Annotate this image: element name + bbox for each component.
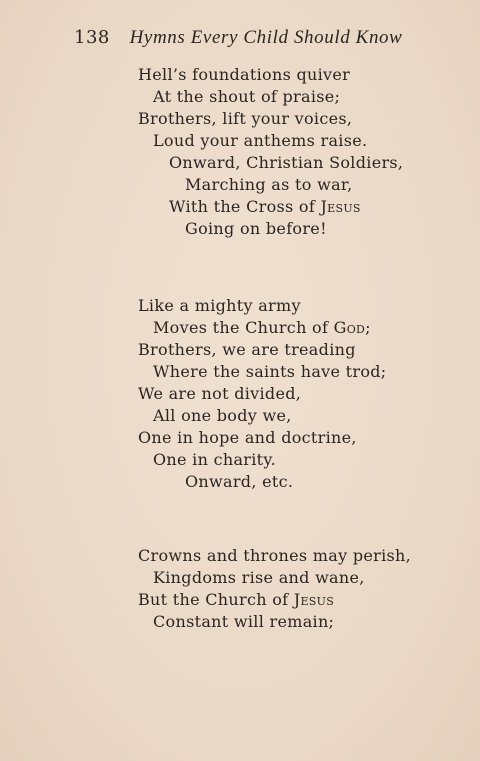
verse-line: One in charity. [153,450,276,469]
verse-line [0,317,480,339]
verse-line: Loud your anthems raise. [153,131,368,150]
stanza-1 [0,64,480,240]
stanza-3 [0,545,480,633]
verse-text: Moves the Church of [153,318,334,337]
small-caps-name: Jesus [320,197,361,216]
verse-text: With the Cross of [169,197,321,216]
stanza-2 [0,295,480,493]
verse-line: Onward, etc. [185,472,294,491]
small-caps-name: Jesus [293,590,335,609]
verse-line: All one body we, [153,406,292,425]
verse-line [0,589,480,611]
verse-line: Constant will remain; [153,612,335,631]
verse-line: Where the saints have trod; [153,362,387,381]
verse-line [0,196,480,218]
running-title: Hymns Every Child Should Know [129,27,403,48]
verse-line: One in hope and doctrine, [138,428,357,447]
verse-line: At the shout of praise; [153,87,341,106]
verse-line: We are not divided, [138,384,302,403]
verse-line: Going on before! [185,219,327,238]
verse-text: ; [365,318,371,337]
verse-line: Onward, Christian Soldiers, [169,153,404,172]
verse-line: Brothers, lift your voices, [138,109,353,128]
verse-line: Kingdoms rise and wane, [153,568,365,587]
verse-line: Like a mighty army [138,296,301,315]
page-number: 138 [74,27,110,48]
verse-text: But the Church of [138,590,294,609]
verse-line: Brothers, we are treading [138,340,356,359]
verse-line: Hell’s foundations quiver [138,65,351,84]
verse-line: Crowns and thrones may perish, [138,546,411,565]
small-caps-name: God [333,318,366,337]
verse-line: Marching as to war, [185,175,353,194]
page-header [74,24,403,52]
